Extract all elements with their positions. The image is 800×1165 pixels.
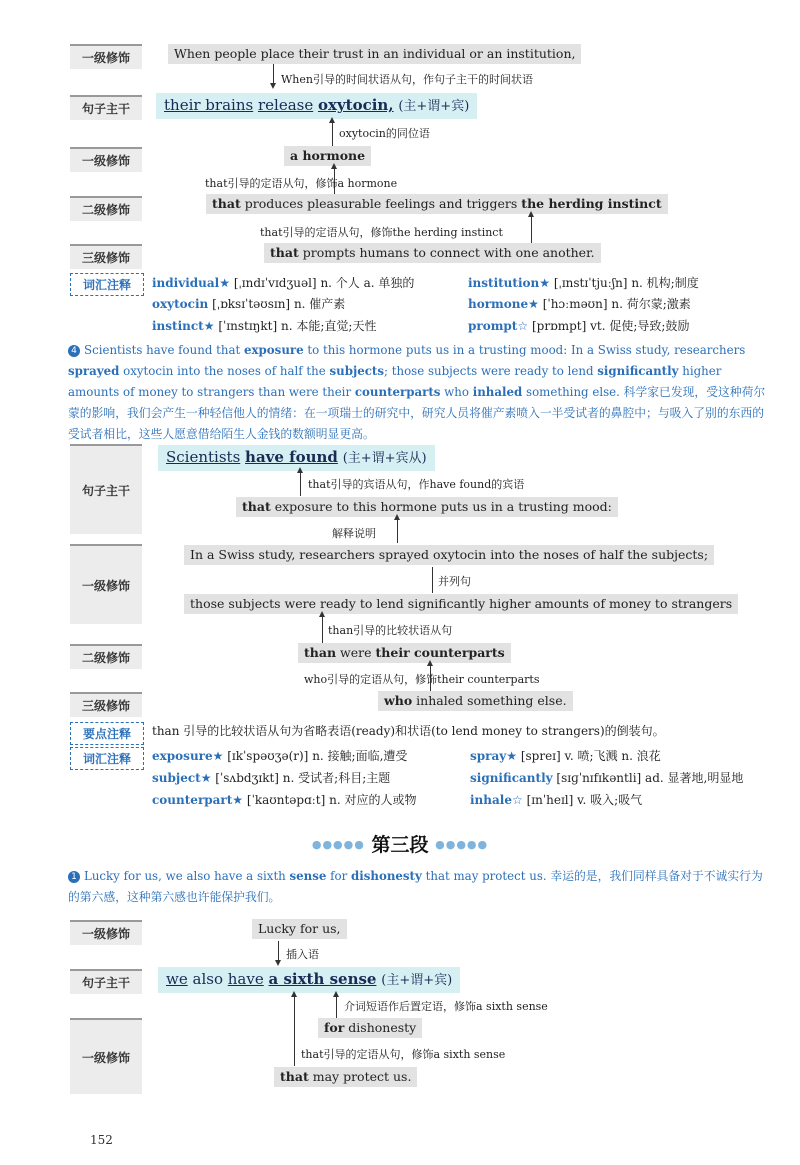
vocab-word: individual [152,276,220,290]
vocab-word: prompt [468,319,518,333]
label-level3: 三级修饰 [70,692,142,717]
text: something else. [522,385,624,399]
chinese-translation: 幸运的是，我们同样具备对于不诚实行为的第六感，这种第六感也许能保护我们。 [68,869,763,904]
vocab-pron: [sɪɡˈnɪfɪkəntli] [556,771,642,785]
label-level2: 二级修饰 [70,644,142,669]
label-level3: 三级修饰 [70,244,142,269]
note-who-clause: who引导的定语从句，修饰their counterparts [304,673,540,686]
vocab-item [468,295,691,312]
text: higher amounts of money to strangers than were their [68,364,722,399]
structure-tag: (主+谓+宾) [381,973,453,988]
vocab-word: spray [470,749,507,763]
for-word: for [324,1020,345,1035]
vocab-item [470,747,661,764]
vocab-pron: [ˌɒksɪˈtəʊsɪn] [212,297,291,311]
connector-line [432,567,433,593]
verb: have [227,970,264,988]
vocab-def: n. 受试者;科目;主题 [282,771,391,785]
arrow-up [397,519,398,543]
object: a sixth sense [268,970,377,988]
keyword: inhaled [472,385,523,399]
arrow-down [273,64,274,84]
vocab-def: n. 个人 a. 单独的 [320,276,415,290]
verb: have found [245,448,338,466]
vocab-pron: [ɪnˈheɪl] [526,793,574,807]
that-word: that [280,1069,309,1084]
clause-text: may protect us. [312,1069,412,1084]
subject: we [166,970,188,988]
vocab-item [152,295,345,312]
note-parallel: 并列句 [438,575,471,588]
note-insertion: 插入语 [286,948,319,961]
vocab-word: significantly [470,771,553,785]
vocab-pron: [spreɪ] [520,749,561,763]
main-clause-1 [156,93,477,119]
keyword: sprayed [68,364,120,378]
text: for [326,869,352,883]
vocab-def: n. 催产素 [293,297,346,311]
vocab-word: instinct [152,319,204,333]
modifier-that-prompts [264,243,601,263]
vocab-word: institution [468,276,540,290]
label-level2: 二级修饰 [70,196,142,221]
modifier-subjects-lend: those subjects were ready to lend significantly higher amounts of money to strangers [184,594,738,614]
vocab-pron: [ˌɪnstɪˈtjuːʃn] [553,276,628,290]
label-vocab: 词汇注释 [70,273,144,296]
label-level1: 一级修饰 [70,920,142,945]
vocab-def: v. 吸入;吸气 [577,793,643,807]
vocab-def: n. 接触;面临,遭受 [312,749,408,763]
paragraph-number-badge: 1 [68,871,80,883]
than-word: than [304,645,337,660]
label-vocab: 词汇注释 [70,747,144,770]
note-that-clause-1: that引导的定语从句，修饰a hormone [205,177,398,190]
label-main: 句子主干 [70,969,142,994]
vocab-def: n. 本能;直觉;天性 [281,319,377,333]
vocab-word: exposure [152,749,213,763]
note-than-clause: than引导的比较状语从句 [328,624,453,637]
arrow-up [332,122,333,146]
star-icon: ★ [212,749,224,763]
that-word: that [242,499,271,514]
page-number: 152 [90,1133,113,1147]
chinese-translation: 科学家已发现，受这种荷尔蒙的影响，我们会产生一种轻信他人的情绪：在一项瑞士的研究中，研究人员将催产素喷入一半受试者的鼻腔中；与吸入了别的东西的受试者相比，这些人愿意借给陌生人金钱的数额明显更高。 [68,385,766,441]
text: ; those subjects were ready to lend [384,364,598,378]
paragraph-4 [68,340,768,445]
keyword: exposure [244,343,304,357]
arrow-up [336,996,337,1018]
clause-text: were [340,645,372,660]
adverb: also [192,970,223,988]
clause-text: dishonesty [348,1020,417,1035]
star-icon: ★ [200,771,212,785]
object-clause [236,497,618,517]
text: Lucky for us, we also have a sixth [84,869,290,883]
label-level1: 一级修饰 [70,1018,142,1094]
vocab-word: inhale [470,793,512,807]
note-explain: 解释说明 [332,527,376,540]
decorative-dots-icon: ●●●●● [311,838,365,851]
note-when-clause: When引导的时间状语从句，作句子主干的时间状语 [281,73,533,86]
clause-text: inhaled something else. [416,693,567,708]
star-icon: ★ [219,276,230,290]
vocab-def: n. 机构;制度 [631,276,699,290]
note-that-clause-3: that引导的定语从句，修饰a sixth sense [301,1048,506,1061]
decorative-dots-icon: ●●●●● [435,838,489,851]
note-appositive: oxytocin的同位语 [339,127,430,140]
label-level1: 一级修饰 [70,44,142,69]
star-icon: ☆ [517,319,529,333]
vocab-item [468,317,689,334]
vocab-item [152,317,376,334]
star-icon: ★ [203,319,215,333]
vocab-item [470,769,743,786]
keyword: significantly [597,364,679,378]
text: oxytocin into the noses of half the [119,364,330,378]
paragraph-number-badge: 4 [68,345,80,357]
vocab-item [152,274,414,291]
vocab-word: counterpart [152,793,233,807]
counterparts: their counterparts [375,645,505,660]
verb: release [257,96,314,114]
that-word: that [212,196,241,211]
structure-tag: (主+谓+宾) [398,99,470,114]
subject: their brains [164,96,254,114]
vocab-item [152,791,417,808]
vocab-word: hormone [468,297,529,311]
text: to this hormone puts us in a trusting mood: In a Swiss study, researchers [303,343,746,357]
label-level1: 一级修饰 [70,544,142,624]
herding-instinct: the herding instinct [521,196,662,211]
arrow-down [278,941,279,961]
section-title-text: 第三段 [371,834,429,856]
vocab-pron: [ˌɪndɪˈvɪdʒuəl] [233,276,317,290]
label-main: 句子主干 [70,444,142,534]
label-main: 句子主干 [70,95,142,120]
subject: Scientists [166,448,241,466]
modifier-swiss-study: In a Swiss study, researchers sprayed oxytocin into the noses of half the subjects; [184,545,714,565]
vocab-def: ad. 显著地,明显地 [645,771,744,785]
text: Scientists have found that [84,343,245,357]
vocab-item [152,769,390,786]
vocab-word: oxytocin [152,297,209,311]
note-that-clause-2: that引导的定语从句，修饰the herding instinct [260,226,503,239]
key-note-text: than 引导的比较状语从句为省略表语(ready)和状语(to lend money to strangers)的倒装句。 [152,724,665,738]
arrow-up [294,996,295,1066]
modifier-for-dishonesty [318,1018,422,1038]
vocab-item [152,747,407,764]
note-prep-phrase: 介词短语作后置定语，修饰a sixth sense [344,1000,548,1013]
modifier-than [298,643,511,663]
arrow-up [300,472,301,496]
vocab-def: v. 喷;飞溅 n. 浪花 [564,749,661,763]
text: who [440,385,473,399]
clause-text: produces pleasurable feelings and triggers [244,196,518,211]
star-icon: ★ [232,793,244,807]
arrow-up [531,216,532,243]
who-word: who [384,693,413,708]
text: that may protect us. [421,869,551,883]
star-icon: ★ [506,749,517,763]
star-icon: ★ [528,297,539,311]
modifier-when-clause: When people place their trust in an individual or an institution, [168,44,581,64]
vocab-word: subject [152,771,201,785]
label-key-note: 要点注释 [70,722,144,745]
star-icon: ☆ [511,793,523,807]
label-level1: 一级修饰 [70,147,142,172]
main-clause-3 [158,967,460,993]
structure-tag: (主+谓+宾从) [342,451,427,466]
vocab-def: n. 对应的人或物 [329,793,417,807]
modifier-that-produces [206,194,668,214]
clause-text: prompts humans to connect with one another. [302,245,595,260]
object: oxytocin, [318,96,394,114]
vocab-pron: [ˈkaʊntəpɑːt] [246,793,326,807]
vocab-pron: [ˈhɔːməʊn] [542,297,608,311]
vocab-pron: [ˈsʌbdʒɪkt] [215,771,279,785]
vocab-def: vt. 促使;导致;鼓励 [590,319,690,333]
modifier-who [378,691,573,711]
vocab-item [468,274,699,291]
keyword: dishonesty [351,869,422,883]
paragraph-1 [68,866,768,908]
vocab-pron: [ˈɪnstɪŋkt] [218,319,278,333]
keyword: subjects [329,364,384,378]
keyword: sense [289,869,327,883]
vocab-pron: [prɒmpt] [531,319,587,333]
modifier-lucky: Lucky for us, [252,919,347,939]
keyword: counterparts [354,385,441,399]
that-word: that [270,245,299,260]
star-icon: ★ [539,276,551,290]
clause-text: exposure to this hormone puts us in a trusting mood: [274,499,612,514]
section-title [0,830,800,857]
note-that-object: that引导的宾语从句，作have found的宾语 [308,478,525,491]
modifier-hormone: a hormone [284,146,371,166]
vocab-def: n. 荷尔蒙;激素 [611,297,691,311]
vocab-pron: [ɪkˈspəʊʒə(r)] [227,749,309,763]
modifier-that-protect [274,1067,417,1087]
vocab-item [470,791,642,808]
arrow-up [322,616,323,643]
